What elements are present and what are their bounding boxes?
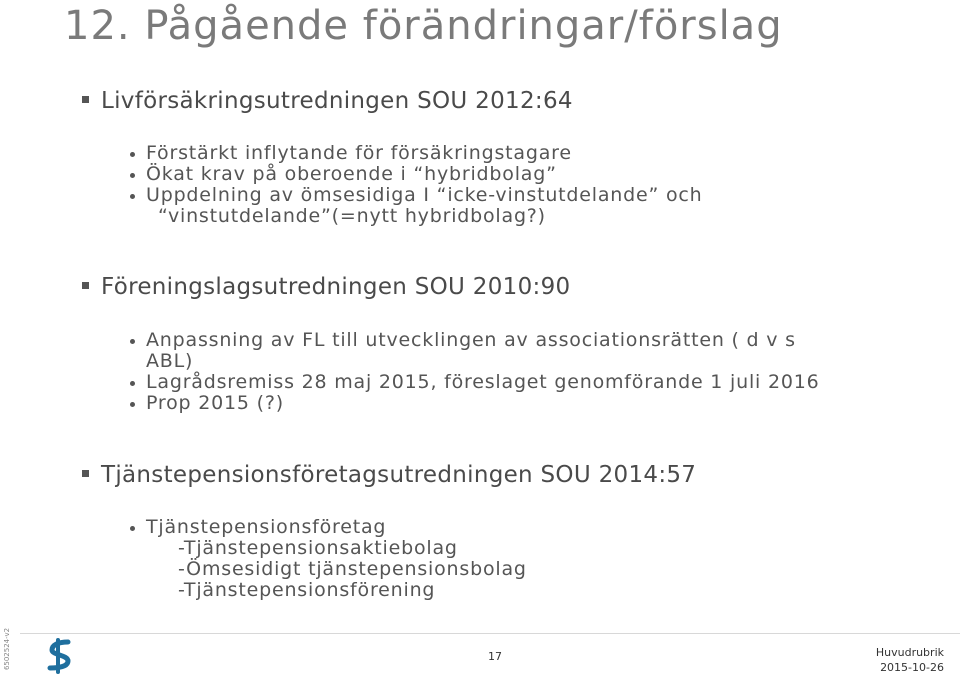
section-heading-tjanstepension — [82, 462, 696, 488]
list-item-continuation: “vinstutdelande”(=nytt hybridbolag?) — [158, 205, 546, 227]
section-list-foreningslag — [128, 330, 820, 414]
page-number: 17 — [488, 650, 502, 663]
section-heading-text: Tjänstepensionsföretagsutredningen SOU 2014:57 — [101, 462, 697, 488]
footer-header-label: Huvudrubrik — [875, 646, 944, 659]
document-code: 6502524-v2 — [3, 627, 12, 671]
list-item: Uppdelning av ömsesidiga I “icke-vinstutdelande” och — [128, 185, 702, 206]
list-item-subitem: -Ömsesidigt tjänstepensionsbolag — [178, 558, 527, 580]
footer-date: 2015-10-26 — [880, 661, 944, 674]
list-item: Lagrådsremiss 28 maj 2015, föreslaget genomförande 1 juli 2016 — [128, 372, 820, 393]
section-heading-livforsakring — [82, 88, 573, 114]
list-item-continuation: ABL) — [146, 350, 194, 372]
section-heading-foreningslag — [82, 274, 570, 300]
company-logo-icon — [44, 638, 76, 674]
footer-info — [876, 645, 944, 675]
square-bullet-icon — [82, 470, 89, 477]
section-heading-text: Föreningslagsutredningen SOU 2010:90 — [101, 274, 571, 300]
list-item: Tjänstepensionsföretag — [128, 517, 527, 538]
list-item: Anpassning av FL till utvecklingen av associationsrätten ( d v s — [128, 330, 820, 351]
list-item: Prop 2015 (?) — [128, 393, 820, 414]
section-list-tjanstepension — [128, 517, 527, 601]
list-item-subitem: -Tjänstepensionsförening — [178, 579, 436, 601]
square-bullet-icon — [82, 96, 89, 103]
section-list-livforsakring — [128, 143, 702, 227]
list-item: Ökat krav på oberoende i “hybridbolag” — [128, 164, 702, 185]
section-heading-text: Livförsäkringsutredningen SOU 2012:64 — [101, 88, 573, 114]
slide-title: 12. Pågående förändringar/förslag — [64, 3, 783, 49]
list-item: Förstärkt inflytande för försäkringstagare — [128, 143, 702, 164]
square-bullet-icon — [82, 282, 89, 289]
footer-divider — [20, 633, 960, 634]
list-item-subitem: -Tjänstepensionsaktiebolag — [178, 537, 458, 559]
